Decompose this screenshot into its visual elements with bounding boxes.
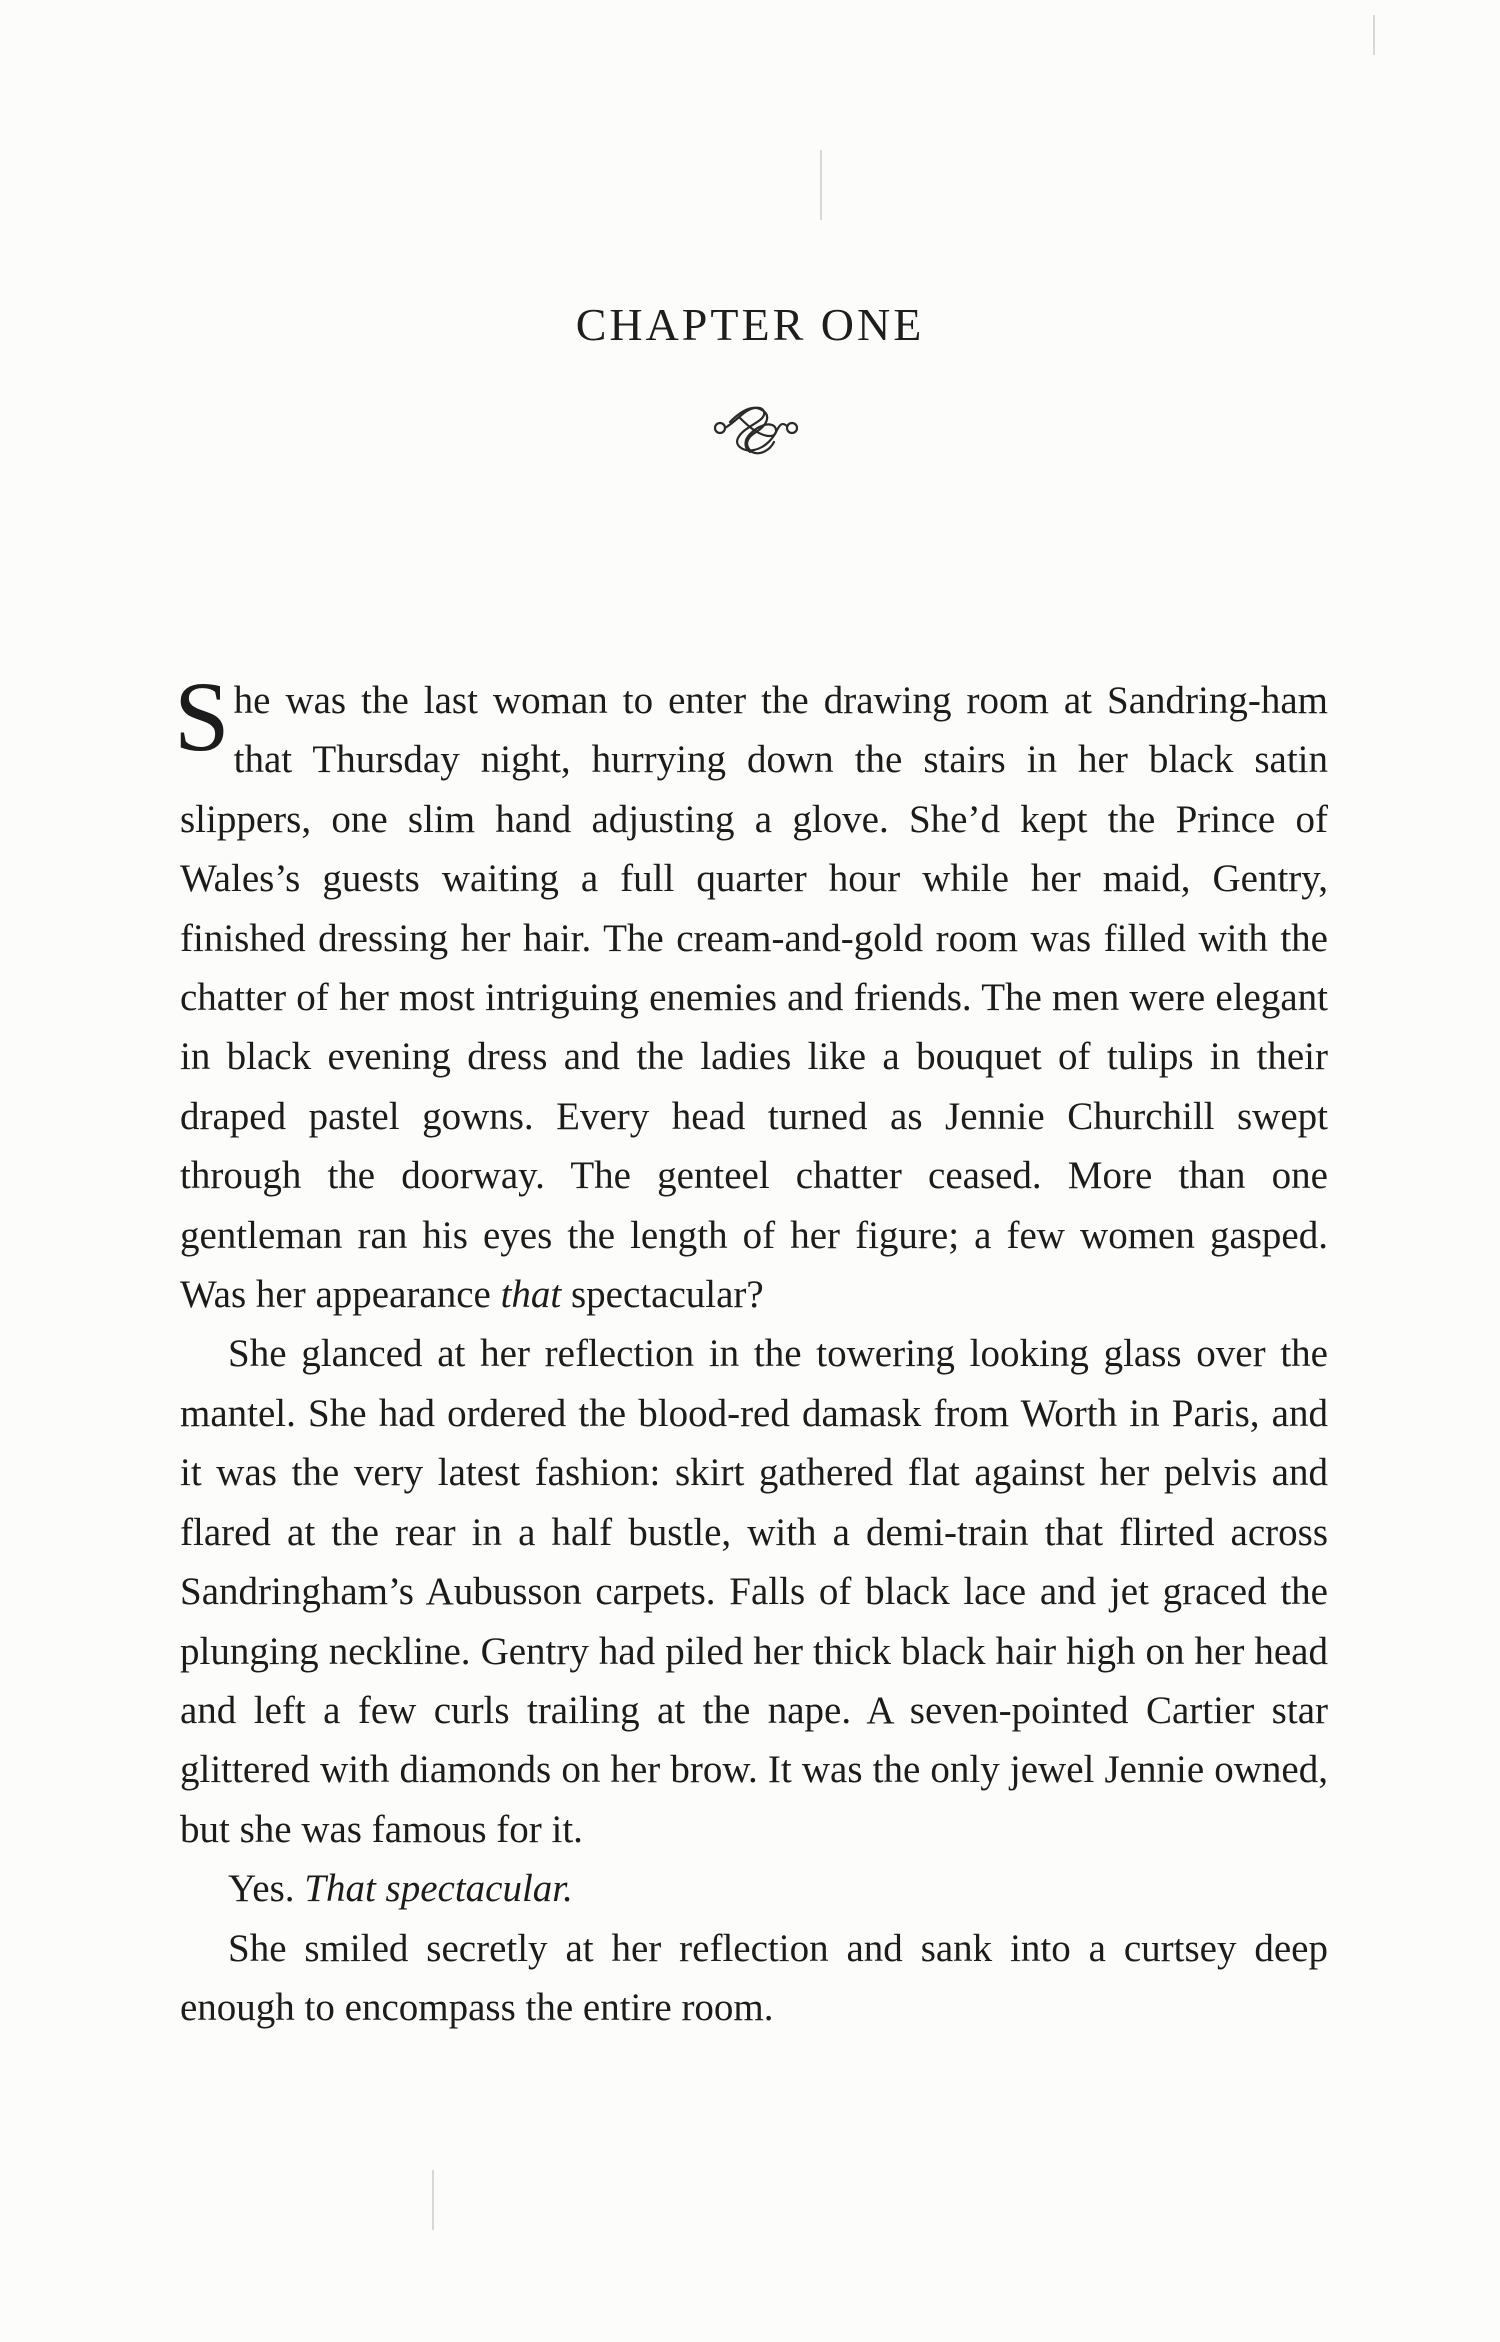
scan-mark — [820, 150, 822, 220]
paragraph-1-emphasis: that — [500, 1273, 562, 1317]
paragraph-1-text-a: he was the last woman to enter the drawing room at Sandring-ham that Thursday night, hurrying down the stairs in her black satin slippers, one slim hand adjusting a glove. She’d kept the Prince of Wales’s guests waiting a full quarter hour while her maid, Gentry, finished dressing her hair. The cream-and-gold room was filled with the chatter of her most intriguing enemies and friends. The men were elegant in black evening dress and the ladies like a bouquet of tulips in their draped pastel gowns. Every head turned as Jennie Churchill swept through the doorway. The genteel chatter ceased. More than one gentleman ran his eyes the length of her figure; a few women gasped. Was her appearance — [180, 679, 1328, 1317]
paragraph-1 — [174, 661, 1328, 1324]
paragraph-4: She smiled secretly at her reflection and sank into a curtsey deep enough to encompass the entire room. — [180, 1926, 1328, 2029]
knot-ornament-icon — [710, 400, 802, 460]
drop-cap: S — [174, 661, 230, 772]
chapter-title: CHAPTER ONE — [575, 299, 925, 350]
scan-mark — [1373, 15, 1375, 55]
paragraph-3 — [180, 1859, 1328, 1918]
scan-mark — [432, 2170, 434, 2230]
paragraph-3-text: Yes. — [228, 1867, 305, 1911]
paragraph-2: She glanced at her reflection in the towering looking glass over the mantel. She had ordered the blood-red damask from Worth in Paris, and it was the very latest fashion: skirt gathered flat against her pelvis and flared at the rear in a half bustle, with a demi-train that flirted across Sandringham’s Aubusson carpets. Falls of black lace and jet graced the plunging neckline. Gentry had piled her thick black hair high on her head and left a few curls trailing at the nape. A seven-pointed Cartier star glittered with diamonds on her brow. It was the only jewel Jennie owned, but she was famous for it. — [180, 1332, 1328, 1851]
paragraph-1-text-b: spectacular? — [561, 1273, 764, 1317]
chapter-body — [174, 661, 1328, 2037]
paragraph-3-emphasis: That spectacular. — [304, 1867, 573, 1911]
